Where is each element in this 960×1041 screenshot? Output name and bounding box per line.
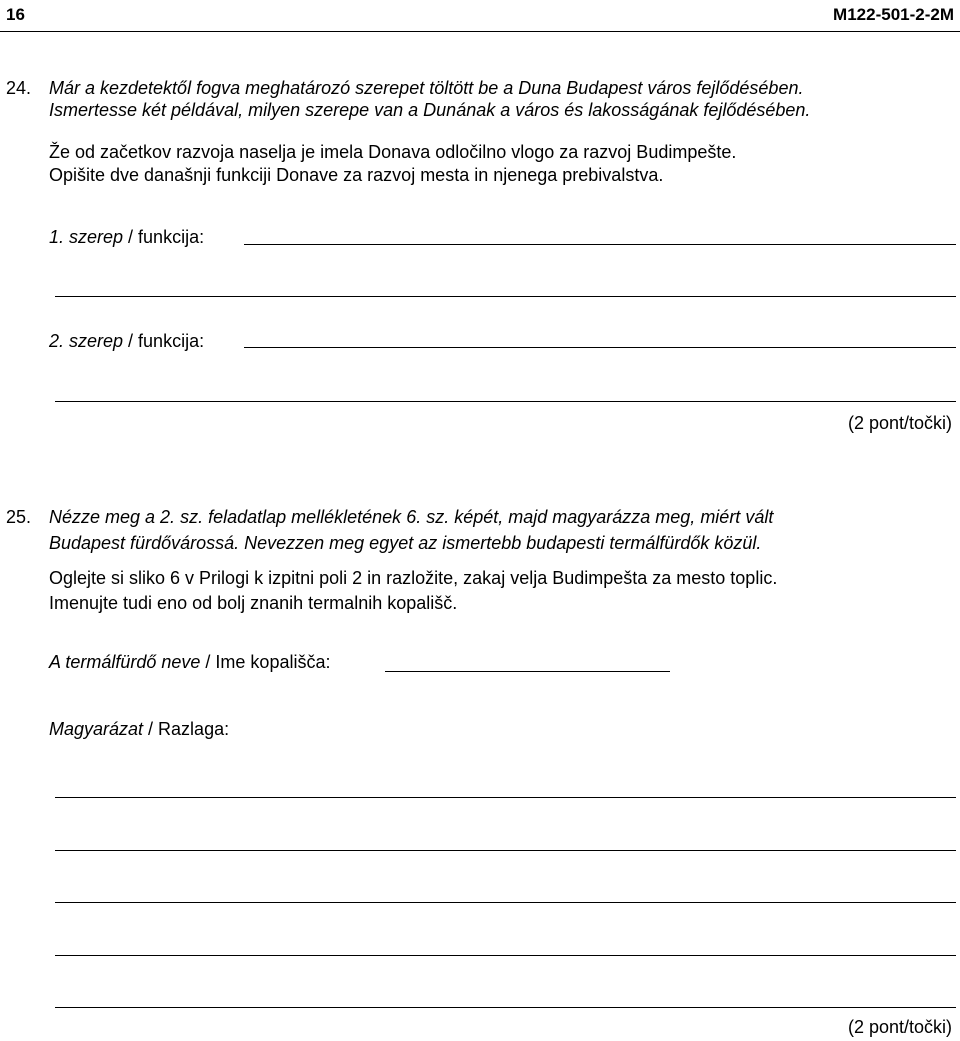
explanation-line-1[interactable] bbox=[55, 797, 956, 798]
question-25-points: (2 pont/točki) bbox=[847, 1017, 952, 1037]
question-24-points: (2 pont/točki) bbox=[847, 413, 952, 433]
answer-1-label bbox=[49, 226, 204, 248]
bath-name-label bbox=[49, 651, 330, 673]
explanation-label-sl: / Razlaga: bbox=[143, 719, 230, 739]
question-25-number: 25. bbox=[6, 507, 32, 527]
document-code: M122-501-2-2M bbox=[833, 5, 954, 24]
answer-2-label-hu: 2. szerep bbox=[49, 331, 124, 351]
explanation-label-hu: Magyarázat bbox=[49, 719, 144, 739]
question-25-hu-line1: Nézze meg a 2. sz. feladatlap mellékletének 6. sz. képét, majd magyarázza meg, miért vált bbox=[49, 507, 774, 527]
explanation-line-2[interactable] bbox=[55, 850, 956, 851]
question-24-hu-line1: Már a kezdetektől fogva meghatározó szerepet töltött be a Duna Budapest város fejlődésében. bbox=[49, 78, 804, 98]
page-number: 16 bbox=[6, 5, 25, 24]
explanation-line-4[interactable] bbox=[55, 955, 956, 956]
answer-2-line-2[interactable] bbox=[55, 401, 956, 402]
bath-name-label-sl: / Ime kopališča: bbox=[200, 652, 331, 672]
header-divider bbox=[0, 31, 960, 32]
answer-1-label-sl: / funkcija: bbox=[123, 227, 205, 247]
answer-2-label-sl: / funkcija: bbox=[123, 331, 205, 351]
question-25-sl-line1: Oglejte si sliko 6 v Prilogi k izpitni poli 2 in razložite, zakaj velja Budimpešta za mesto toplic. bbox=[49, 568, 778, 588]
question-24-sl-line1: Že od začetkov razvoja naselja je imela Donava odločilno vlogo za razvoj Budimpešte. bbox=[49, 142, 737, 162]
answer-2-label bbox=[49, 330, 204, 352]
question-25-sl-line2: Imenujte tudi eno od bolj znanih termalnih kopališč. bbox=[49, 593, 458, 613]
answer-1-label-hu: 1. szerep bbox=[49, 227, 124, 247]
question-24-hu-line2: Ismertesse két példával, milyen szerepe van a Dunának a város és lakosságának fejlődésében. bbox=[49, 100, 811, 120]
bath-name-line[interactable] bbox=[385, 671, 670, 672]
question-25-hu-line2: Budapest fürdővárossá. Nevezzen meg egyet az ismertebb budapesti termálfürdők közül. bbox=[49, 533, 762, 553]
bath-name-label-hu: A termálfürdő neve bbox=[49, 652, 201, 672]
answer-2-line[interactable] bbox=[244, 347, 956, 348]
explanation-line-3[interactable] bbox=[55, 902, 956, 903]
explanation-line-5[interactable] bbox=[55, 1007, 956, 1008]
answer-1-line[interactable] bbox=[244, 244, 956, 245]
explanation-label bbox=[49, 718, 229, 740]
question-24-number: 24. bbox=[6, 78, 32, 98]
question-24-sl-line2: Opišite dve današnji funkciji Donave za razvoj mesta in njenega prebivalstva. bbox=[49, 165, 664, 185]
answer-1-line-2[interactable] bbox=[55, 296, 956, 297]
